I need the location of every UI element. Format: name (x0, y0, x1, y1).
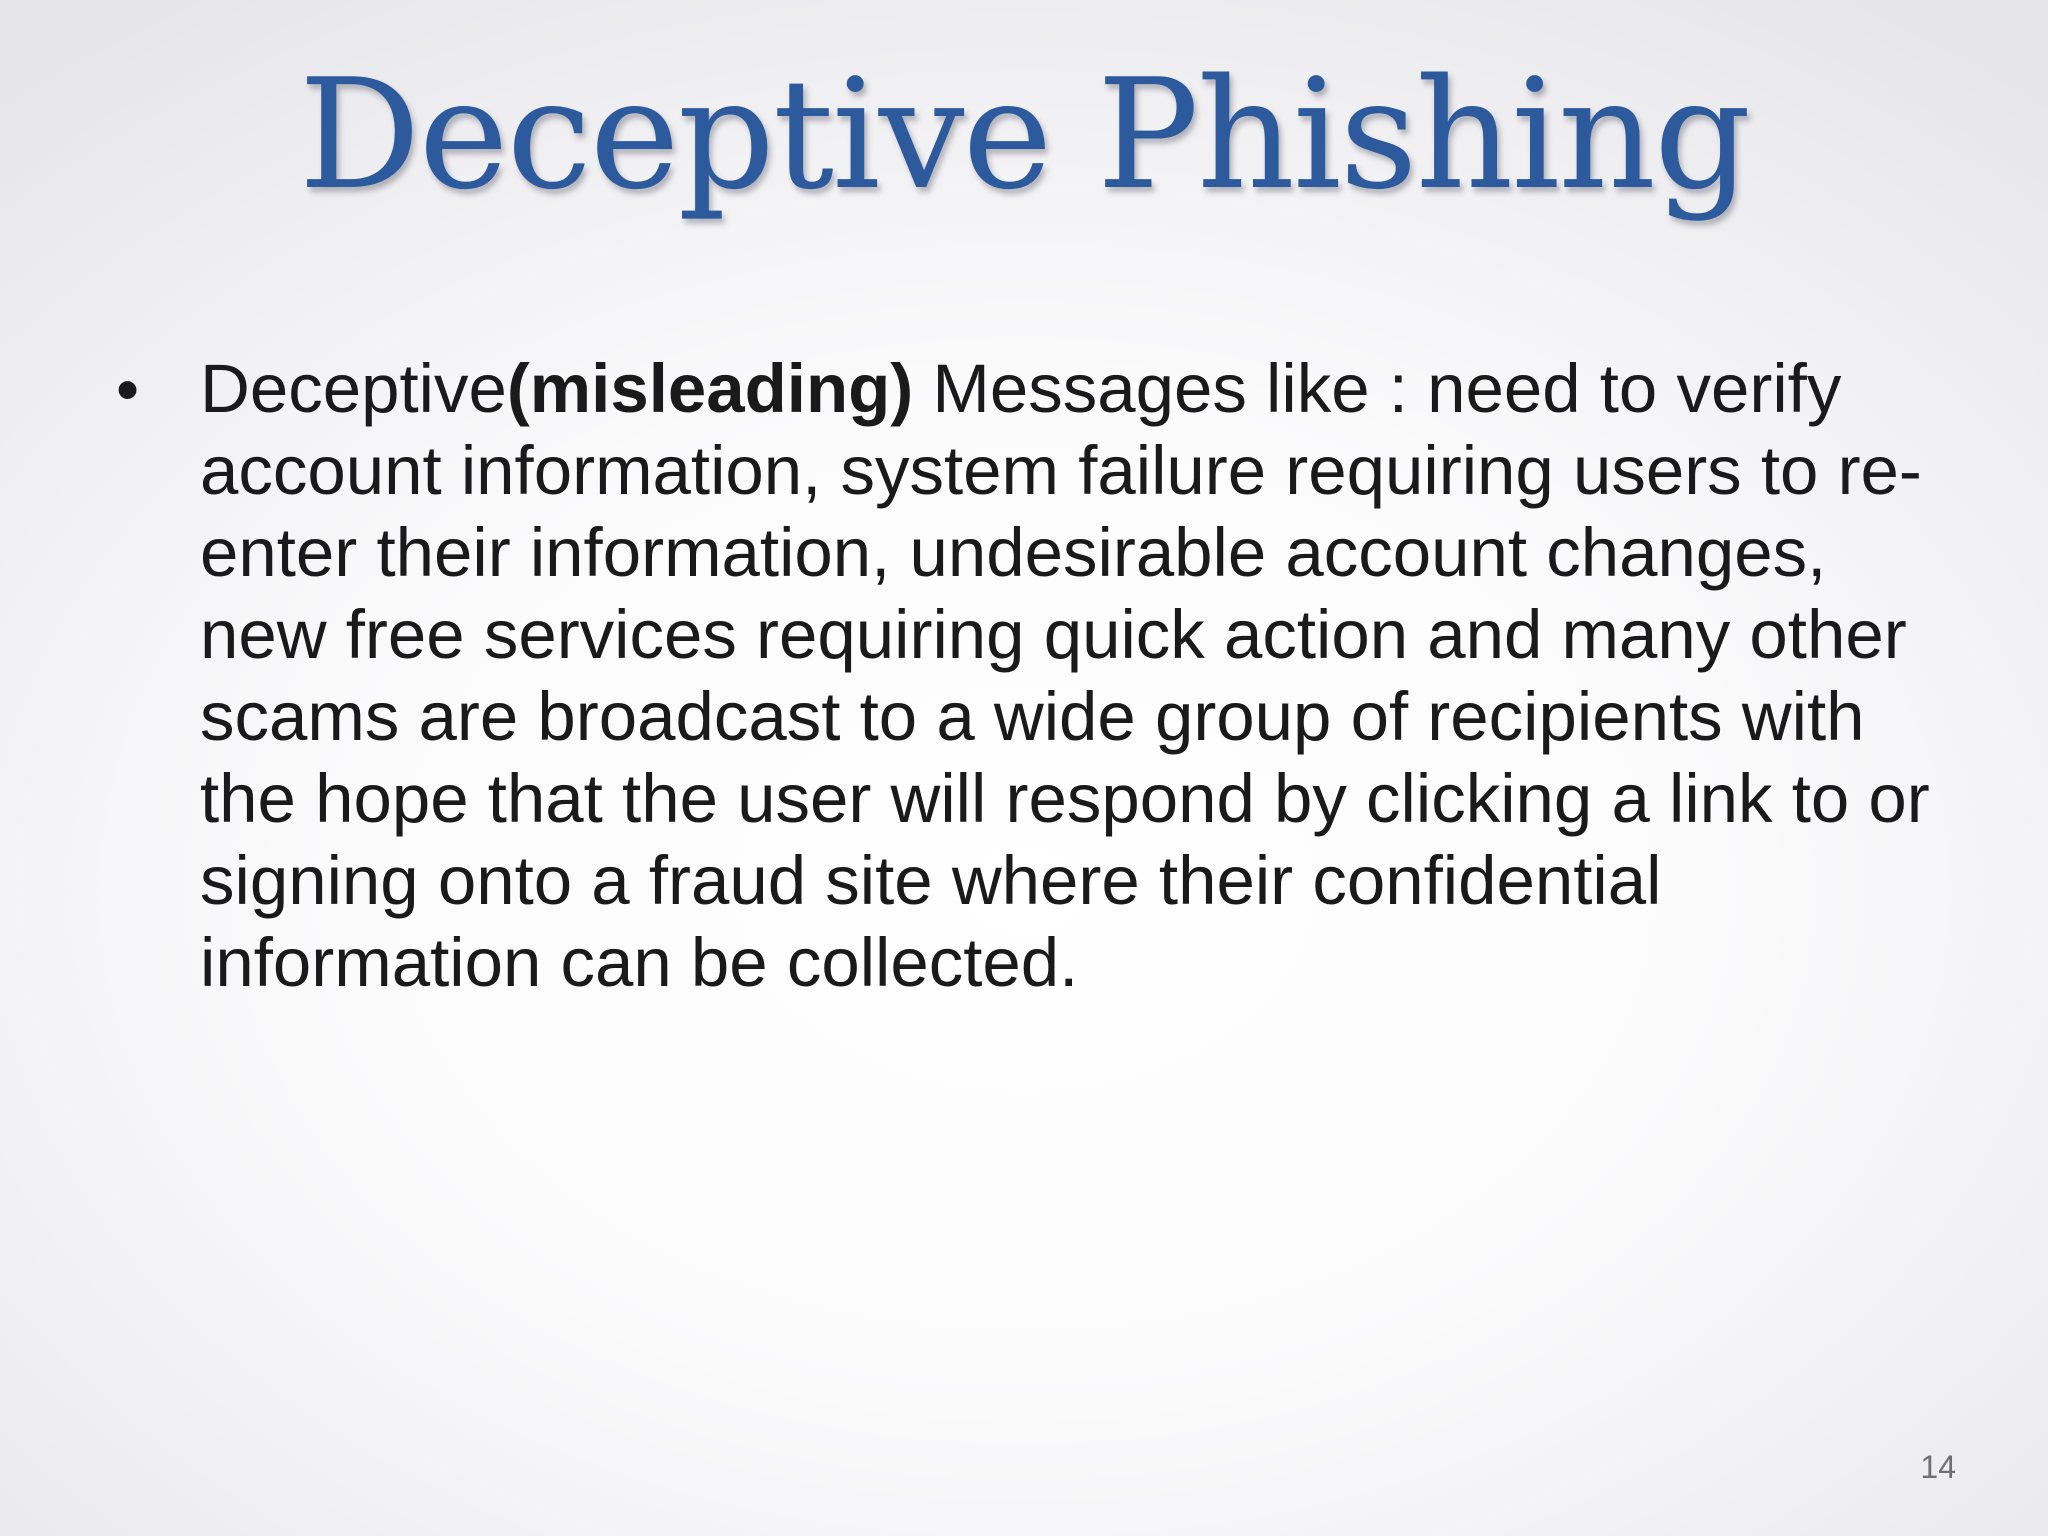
bullet-line-7: signing onto a fraud site where their confidential (200, 842, 1662, 919)
bullet-text (200, 348, 1930, 1004)
bullet-line-4: new free services requiring quick action and many other (200, 596, 1907, 673)
bullet-after-emphasis-text: Messages like : need to verify (913, 350, 1842, 427)
bullet-line-3: enter their information, undesirable account changes, (200, 514, 1827, 591)
bullet-line-1 (200, 348, 1930, 430)
bullet-line-8: information can be collected. (200, 924, 1079, 1001)
bullet-lead-text: Deceptive (200, 350, 507, 427)
bullet-line-2: account information, system failure requiring users to re- (200, 432, 1922, 509)
bullet-emphasis-text: (misleading) (506, 350, 914, 427)
page-number: 14 (1920, 1449, 1956, 1485)
slide-title: Deceptive Phishing (298, 46, 1750, 223)
bullet-item (116, 348, 1946, 1004)
bullet-marker: • (116, 352, 140, 426)
slide-content (116, 348, 1946, 1004)
bullet-line-5: scams are broadcast to a wide group of recipients with (200, 678, 1865, 755)
bullet-line-6: the hope that the user will respond by clicking a link to or (200, 760, 1930, 837)
